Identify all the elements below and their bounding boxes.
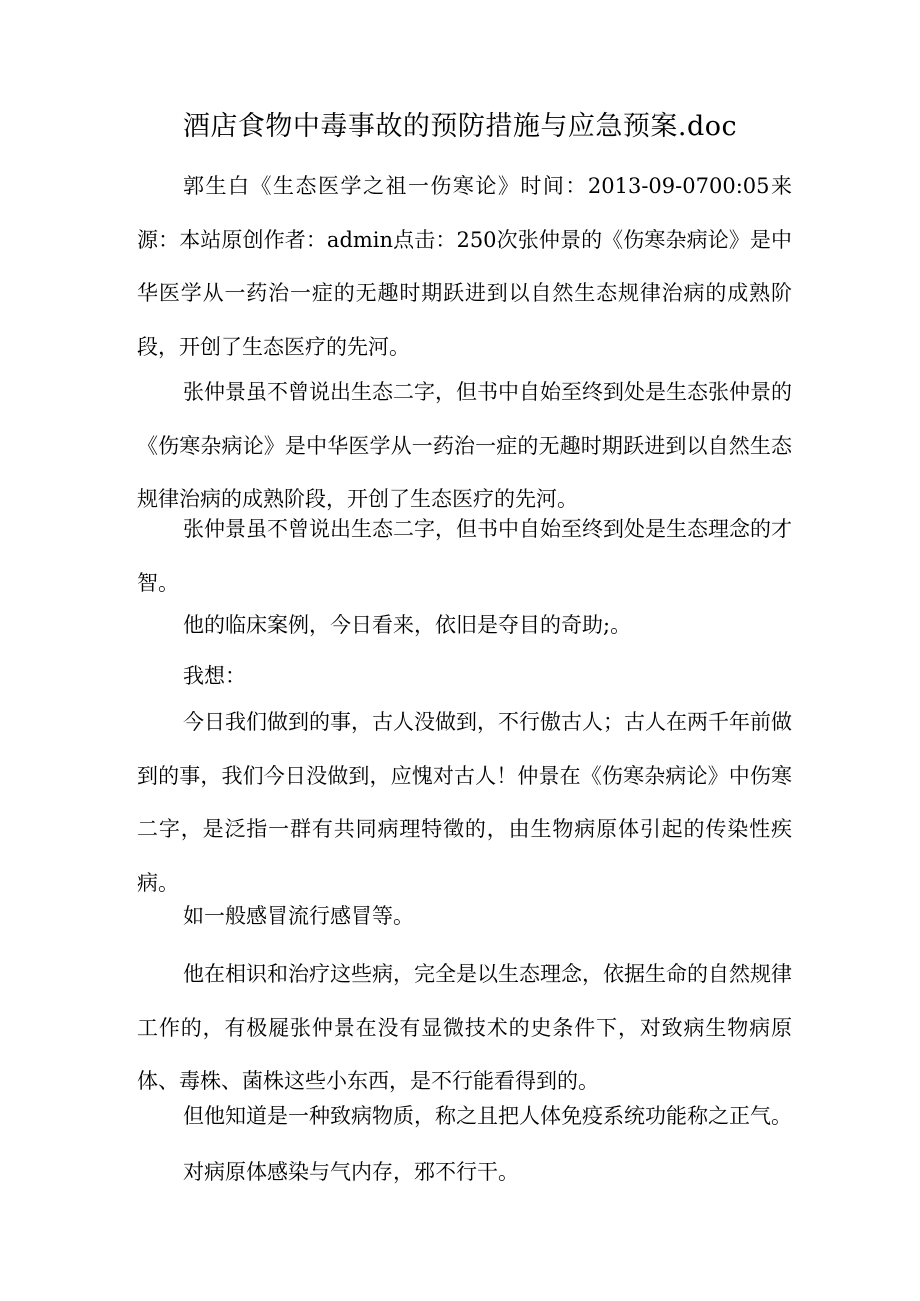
paragraph-8: 他在相识和治疗这些病，完全是以生态理念，依据生命的自然规律工作的，有极屣张仲景在没有显微技术的史条件下，对致病生物病原体、毒株、菌株这些小东西，是不行能看得到的。 (137, 962, 792, 1093)
paragraph-4: 他的临床案例，今日看来，依旧是夺目的奇助;。 (183, 613, 632, 637)
paragraph-7: 如一般感冒流行感冒等。 (183, 904, 414, 928)
paragraph-10: 对病原体感染与气内存，邪不行干。 (183, 1160, 519, 1184)
paragraph-9: 但他知道是一种致病物质，称之且把人体免疫系统功能称之正气。 (183, 1104, 792, 1128)
paragraph-6: 今日我们做到的事，古人没做到，不行傲古人；古人在两千年前做到的事，我们今日没做到，应愧对古人！仲景在《伤寒杂病论》中伤寒二字，是泛指一群有共同病理特徵的，由生物病原体引起的传染性疾病。 (137, 710, 792, 895)
paragraph-3: 张仲景虽不曾说出生态二字，但书中自始至终到处是生态理念的才智。 (137, 517, 792, 595)
paragraph-2: 张仲景虽不曾说出生态二字，但书中自始至终到处是生态张仲景的《伤寒杂病论》是中华医学从一药治一症的无趣时期跃进到以自然生态规律治病的成熟阶段，开创了生态医疗的先河。 (137, 380, 792, 511)
document-title: 酒店食物中毒事故的预防措施与应急预案.doc (182, 111, 738, 142)
paragraph-1: 郭生白《生态医学之祖一伤寒论》时间：2013-09-0700:05来源：本站原创作者：admin点击：250次张仲景的《伤寒杂病论》是中华医学从一药治一症的无趣时期跃进到以自然生态规律治病的成熟阶段，开创了生态医疗的先河。 (137, 174, 792, 359)
paragraph-5: 我想： (183, 664, 246, 688)
